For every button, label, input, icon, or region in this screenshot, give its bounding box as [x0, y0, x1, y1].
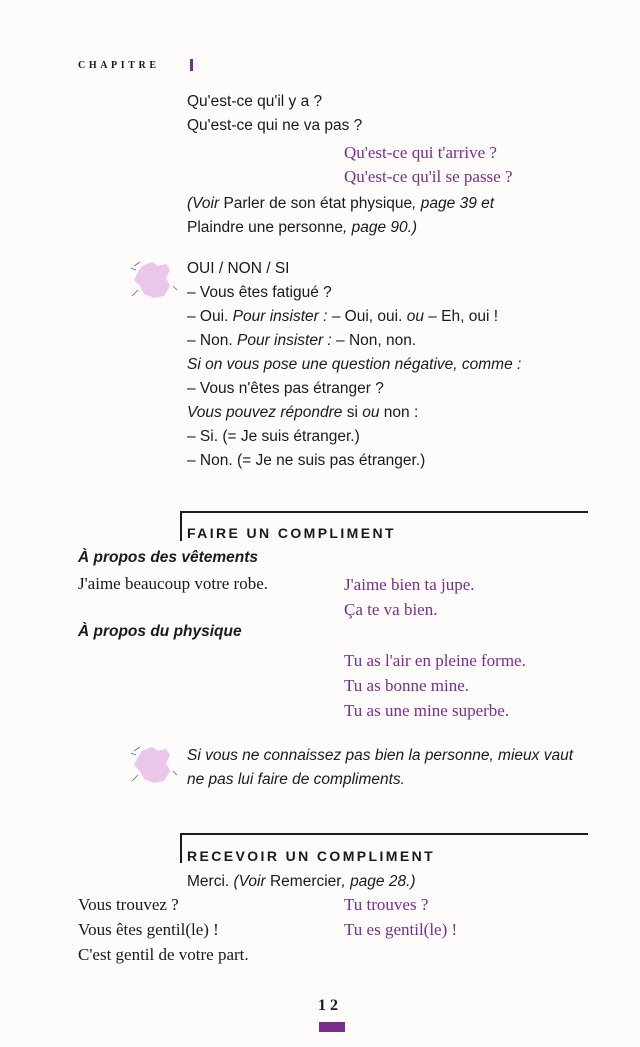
negative-intro: Si on vous pose une question négative, comme : — [187, 356, 522, 373]
cross-ref: Plaindre une personne — [187, 219, 343, 236]
compliment-note: Si vous ne connaissez pas bien la personne, mieux vaut — [187, 747, 574, 764]
non-word: – Non. — [187, 452, 233, 469]
familiar-line: Tu as une mine superbe. — [344, 701, 510, 720]
formal-line: Vous trouvez ? — [78, 895, 179, 914]
familiar-line: Ça te va bien. — [344, 600, 438, 619]
note-question: – Vous êtes fatigué ? — [187, 284, 332, 301]
see-also-1 — [187, 192, 494, 216]
familiar-line: Tu trouves ? — [344, 895, 429, 914]
page-marker — [319, 1022, 345, 1032]
answer-alt: – Eh, oui ! — [428, 308, 499, 325]
formal-line: J'aime beaucoup votre robe. — [78, 574, 268, 593]
answer-text: – Non, non. — [336, 332, 417, 349]
familiar-line: J'aime bien ta jupe. — [344, 575, 475, 594]
insist-text: Pour insister : — [236, 332, 337, 349]
section-tick — [180, 833, 182, 863]
compliment-note: ne pas lui faire de compliments. — [187, 771, 405, 788]
section-tick — [180, 511, 182, 541]
merci-text: Merci. — [187, 873, 234, 890]
section-title: RECEVOIR UN COMPLIMENT — [187, 848, 436, 864]
reply-ou: ou — [357, 404, 384, 421]
answer-word: – Non. — [187, 332, 233, 349]
non-rest: (= Je ne suis pas étranger.) — [232, 452, 426, 469]
familiar-line: Tu as bonne mine. — [344, 676, 469, 695]
si-word: – Si. — [187, 428, 219, 445]
familiar-line: Qu'est-ce qu'il se passe ? — [344, 167, 513, 186]
page-ref: , page 39 et — [412, 195, 495, 212]
subheading: À propos des vêtements — [78, 549, 259, 566]
subheading: À propos du physique — [78, 623, 242, 640]
answer-word: – Oui. — [187, 308, 229, 325]
chapter-number-bar — [190, 59, 193, 71]
note-title: OUI / NON / SI — [187, 260, 290, 277]
chapter-label: CHAPITRE — [78, 60, 160, 71]
formal-line: Vous êtes gentil(le) ! — [78, 920, 219, 939]
formal-line: C'est gentil de votre part. — [78, 945, 249, 964]
section-rule — [180, 511, 588, 513]
france-map-icon — [128, 741, 184, 791]
reply-si: si — [346, 404, 358, 421]
reply-post: : — [409, 404, 419, 421]
reply-pre: Vous pouvez répondre — [187, 404, 347, 421]
note-answer-oui — [187, 305, 498, 329]
page-ref: , page 28.) — [341, 873, 416, 890]
si-rest: (= Je suis étranger.) — [218, 428, 360, 445]
intro-line: Qu'est-ce qui ne va pas ? — [187, 117, 363, 134]
section-title: FAIRE UN COMPLIMENT — [187, 525, 396, 541]
reply-non: non — [383, 404, 410, 421]
answer-text: – Oui, oui. — [331, 308, 403, 325]
si-example — [187, 425, 360, 449]
negative-question: – Vous n'êtes pas étranger ? — [187, 380, 384, 397]
cross-ref: Remercier — [269, 873, 342, 890]
reply-instruction — [187, 401, 418, 425]
familiar-line: Qu'est-ce qui t'arrive ? — [344, 143, 497, 162]
page-number: 12 — [318, 997, 342, 1014]
intro-line: Qu'est-ce qu'il y a ? — [187, 93, 323, 110]
france-map-icon — [128, 256, 184, 306]
see-also-2 — [187, 216, 417, 240]
insist-text: Pour insister : — [232, 308, 332, 325]
merci-line — [187, 870, 416, 894]
note-answer-non — [187, 329, 416, 353]
voir-text: (Voir — [187, 195, 224, 212]
ou-text: ou — [402, 308, 429, 325]
familiar-line: Tu as l'air en pleine forme. — [344, 651, 526, 670]
familiar-line: Tu es gentil(le) ! — [344, 920, 458, 939]
non-example — [187, 449, 425, 473]
section-rule — [180, 833, 588, 835]
page-ref: , page 90.) — [342, 219, 418, 236]
voir-text: (Voir — [233, 873, 270, 890]
cross-ref: Parler de son état physique — [223, 195, 413, 212]
